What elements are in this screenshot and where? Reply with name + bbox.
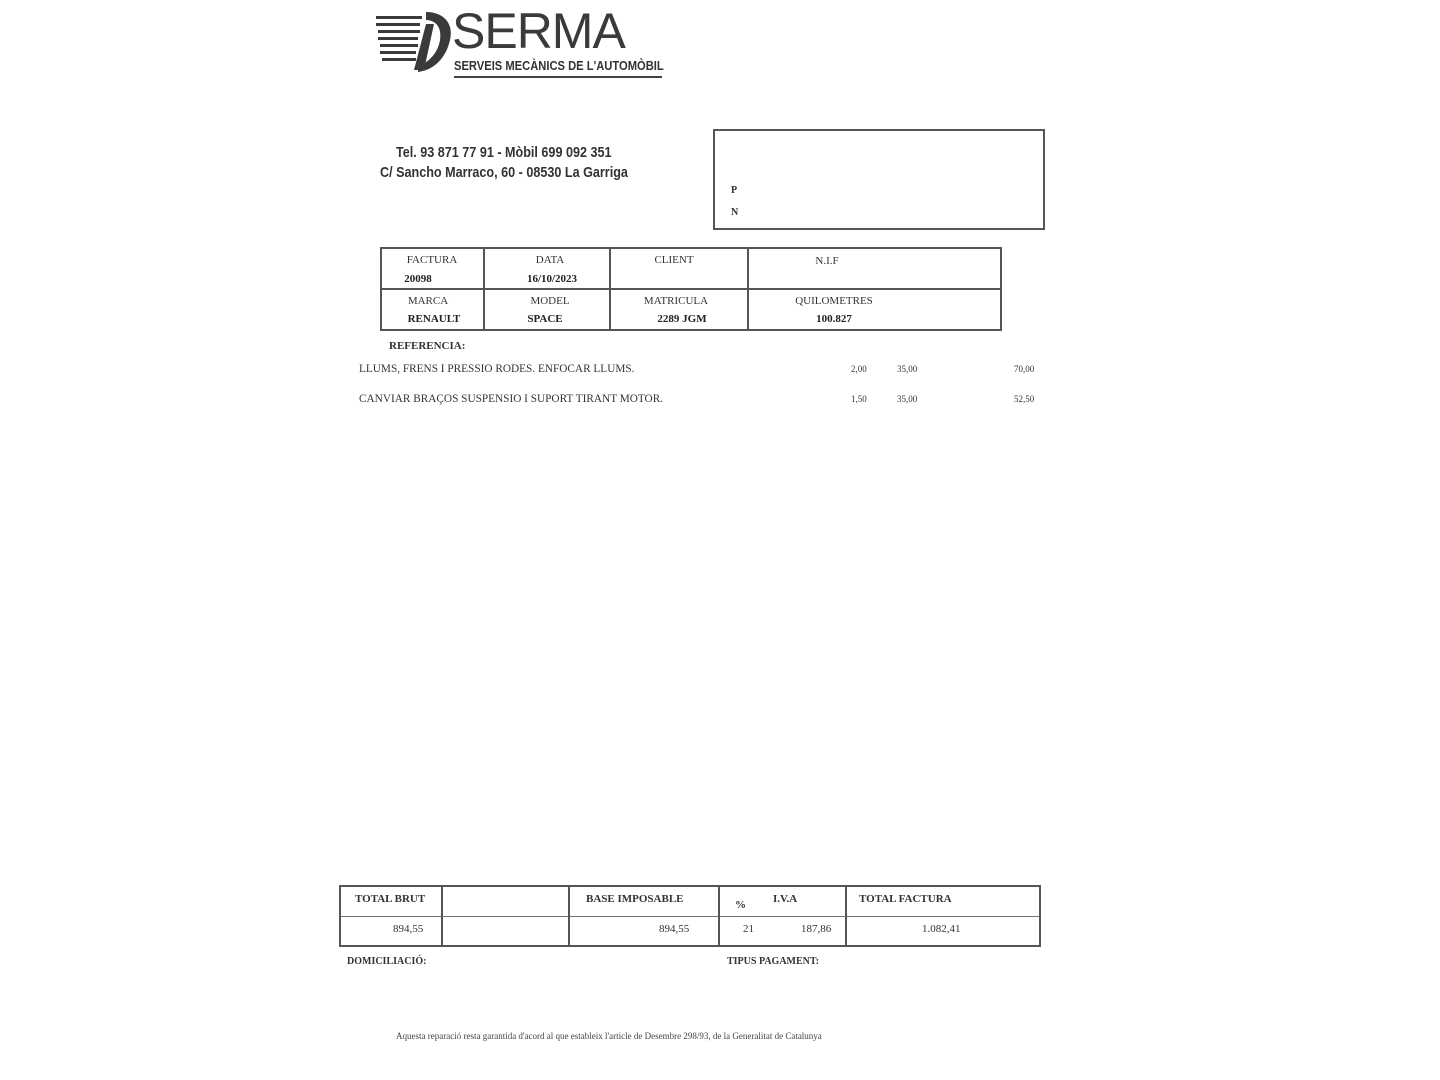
tipus-pagament-label: TIPUS PAGAMENT: bbox=[727, 956, 820, 967]
client-line-n: N bbox=[731, 207, 739, 218]
warranty-footer-note: Aquesta reparació resta garantida d'acord al que estableix l'article de Desembre 298/93, de la Generalitat de Catalunya bbox=[396, 1031, 822, 1041]
total-brut-value: 894,55 bbox=[393, 923, 424, 935]
totals-row-divider bbox=[341, 916, 1039, 917]
line-item-description: LLUMS, FRENS I PRESSIO RODES. ENFOCAR LLUMS. bbox=[359, 361, 635, 375]
nif-label: N.I.F bbox=[815, 255, 839, 267]
line-item-amount: 52,50 bbox=[1014, 394, 1035, 404]
domiciliacio-label: DOMICILIACIÓ: bbox=[347, 956, 427, 967]
line-item-qty: 2,00 bbox=[851, 364, 867, 374]
line-item-amount: 70,00 bbox=[1014, 364, 1035, 374]
line-item-qty: 1,50 bbox=[851, 394, 867, 404]
header-row-divider bbox=[382, 288, 1000, 290]
totals-col-divider bbox=[845, 887, 847, 945]
factura-value: 20098 bbox=[404, 273, 432, 285]
total-brut-label: TOTAL BRUT bbox=[355, 893, 426, 905]
header-col-divider bbox=[747, 249, 749, 329]
totals-col-divider bbox=[441, 887, 443, 945]
factura-label: FACTURA bbox=[406, 254, 458, 266]
line-item-description: CANVIAR BRAÇOS SUSPENSIO I SUPORT TIRANT MOTOR. bbox=[359, 391, 664, 405]
model-label: MODEL bbox=[530, 295, 570, 307]
iva-value: 187,86 bbox=[801, 923, 832, 935]
quilometres-label: QUILOMETRES bbox=[795, 295, 873, 307]
quilometres-value: 100.827 bbox=[816, 313, 852, 325]
line-item-price: 35,00 bbox=[897, 364, 918, 374]
totals-table bbox=[339, 885, 1041, 947]
marca-value: RENAULT bbox=[407, 313, 461, 325]
company-phone: Tel. 93 871 77 91 - Mòbil 699 092 351 bbox=[396, 144, 612, 161]
header-col-divider bbox=[609, 249, 611, 329]
total-factura-value: 1.082,41 bbox=[922, 923, 961, 935]
base-imposable-label: BASE IMPOSABLE bbox=[586, 893, 684, 905]
company-name: SERMA bbox=[452, 3, 625, 59]
client-label: CLIENT bbox=[654, 254, 694, 266]
iva-label: I.V.A bbox=[773, 893, 798, 905]
serma-logo-mark-icon bbox=[374, 10, 454, 74]
reference-label: REFERENCIA: bbox=[389, 340, 466, 352]
iva-percent-label: % bbox=[735, 899, 746, 911]
invoice-header-table bbox=[380, 247, 1002, 331]
model-value: SPACE bbox=[527, 313, 563, 325]
totals-col-divider bbox=[568, 887, 570, 945]
matricula-value: 2289 JGM bbox=[657, 313, 707, 325]
company-logo bbox=[374, 3, 674, 82]
total-factura-label: TOTAL FACTURA bbox=[859, 893, 952, 905]
client-address-box bbox=[713, 129, 1045, 230]
tagline-underline bbox=[454, 76, 662, 78]
matricula-label: MATRICULA bbox=[643, 295, 709, 307]
line-item-price: 35,00 bbox=[897, 394, 918, 404]
data-label: DATA bbox=[535, 254, 565, 266]
marca-label: MARCA bbox=[407, 295, 449, 307]
client-line-p: P bbox=[731, 185, 738, 196]
company-address: C/ Sancho Marraco, 60 - 08530 La Garriga bbox=[380, 164, 628, 181]
company-tagline: SERVEIS MECÀNICS DE L'AUTOMÒBIL bbox=[454, 58, 664, 73]
totals-col-divider bbox=[718, 887, 720, 945]
iva-percent-value: 21 bbox=[743, 923, 754, 935]
base-imposable-value: 894,55 bbox=[659, 923, 690, 935]
header-col-divider bbox=[483, 249, 485, 329]
data-value: 16/10/2023 bbox=[526, 273, 578, 285]
